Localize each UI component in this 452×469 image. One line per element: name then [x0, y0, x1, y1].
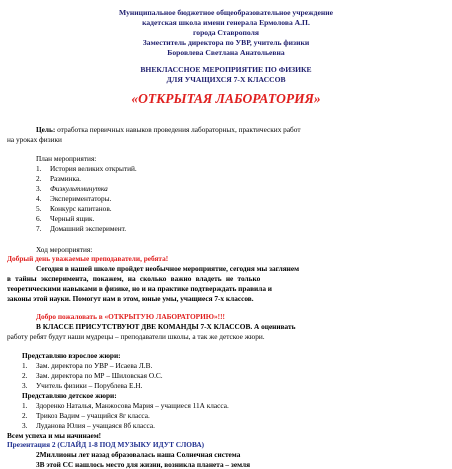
school-name-line: кадетская школа имени генерала Ермолова А.П.	[142, 18, 310, 27]
school-name-line: Муниципальное бюджетное общеобразовательное учреждение	[119, 8, 333, 17]
welcome-line: Добро пожаловать в «ОТКРЫТУЮ ЛАБОРАТОРИЮ»!!!	[36, 312, 225, 321]
teams-line: В КЛАССЕ ПРИСУТСТВУЮТ ДВЕ КОМАНДЫ 7-Х КЛАССОВ. А оценивать	[36, 322, 296, 331]
intro-paragraph-line: теоретическими навыками в физике, но и на практике подтверждать правила и	[7, 284, 273, 293]
jury-member: 2. Трикоз Вадим – учащийся 8г класса.	[22, 411, 150, 420]
author-name: Боровлева Светлана Анатольевна	[167, 48, 285, 57]
plan-heading: План мероприятия:	[36, 154, 97, 163]
event-subtitle: ДЛЯ УЧАЩИХСЯ 7-Х КЛАССОВ	[166, 75, 286, 84]
jury-member: 1. Зам. директора по УВР – Исаева Л.В.	[22, 361, 153, 370]
author-position: Заместитель директора по УВР, учитель физики	[142, 38, 310, 47]
course-heading: Ход мероприятия:	[36, 245, 93, 254]
slide-text: 3В этой СС нашлось место для жизни, возникла планета – земля	[36, 460, 251, 469]
kids-jury-heading: Представляю детское жюри:	[22, 391, 117, 400]
presentation-label: Презентация 2 (СЛАЙД 1-8 ПОД МУЗЫКУ ИДУТ СЛОВА)	[7, 440, 205, 449]
jury-member: 3. Учитель физики – Порублева Е.Н.	[22, 381, 143, 390]
greeting: Добрый день уважаемые преподаватели, ребята!	[7, 254, 169, 263]
event-subtitle: ВНЕКЛАССНОЕ МЕРОПРИЯТИЕ ПО ФИЗИКЕ	[140, 65, 312, 74]
goal-text: отработка первичных навыков проведения лабораторных, практических работ	[55, 125, 301, 134]
intro-paragraph-line: в тайны эксперимента, покажем, на сколько важно владеть не только	[7, 274, 261, 283]
plan-item: 4. Экспериментаторы.	[36, 194, 112, 203]
plan-item: 7. Домашний эксперимент.	[36, 224, 127, 233]
plan-item: 3. Физкультминутка	[36, 184, 108, 193]
intro-paragraph-line: Сегодня в нашей школе пройдет необычное мероприятие, сегодня мы заглянем	[36, 264, 300, 273]
good-luck-line: Всем успеха и мы начинаем!	[7, 431, 102, 440]
jury-member: 1. Здоренко Наталья, Манжосова Мария – учащиеся 11А класса.	[22, 401, 229, 410]
plan-item: 6. Черный ящик.	[36, 214, 95, 223]
intro-paragraph-line: законы этой науки. Помогут нам в этом, юные умы, учащиеся 7-х классов.	[7, 294, 254, 303]
city-line: города Ставрополя	[193, 28, 259, 37]
slide-text: 2Миллионы лет назад образовалась наша Солнечная система	[36, 450, 241, 459]
goal-label: Цель:	[36, 125, 56, 134]
plan-item: 5. Конкурс капитанов.	[36, 204, 112, 213]
adult-jury-heading: Представляю взрослое жюри:	[22, 351, 121, 360]
goal-paragraph	[36, 126, 301, 133]
plan-item: 2. Разминка.	[36, 174, 82, 183]
plan-item: 1. История великих открытий.	[36, 164, 137, 173]
event-title: «ОТКРЫТАЯ ЛАБОРАТОРИЯ»	[131, 91, 321, 106]
jury-member: 2. Зам. директора по МР – Шиловская О.С.	[22, 371, 163, 380]
jury-member: 3. Луданова Юлия – учащаяся 8б класса.	[22, 421, 155, 430]
goal-text-continued: на уроках физики	[7, 135, 62, 144]
teams-line-continued: работу ребят будут наши мудрецы – преподаватели школы, а так же детское жюри.	[7, 332, 265, 341]
